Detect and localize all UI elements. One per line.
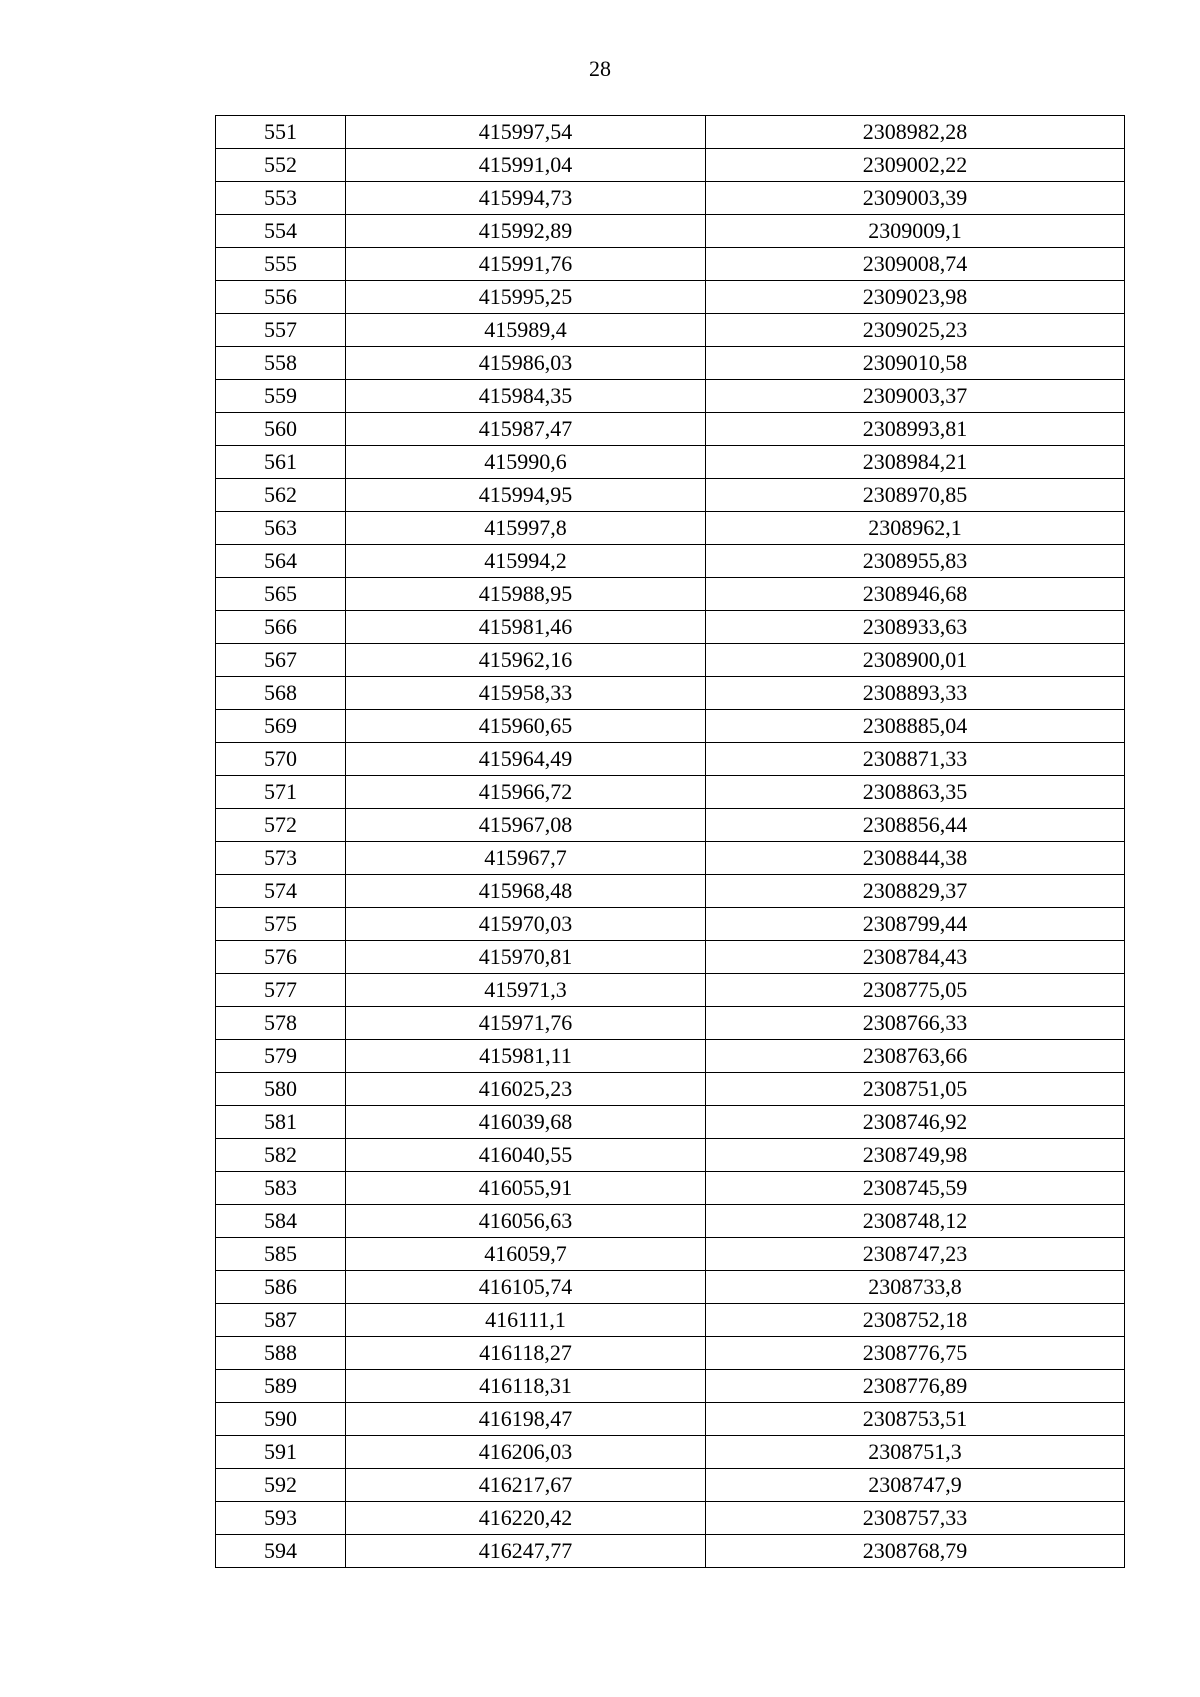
point-number-cell: 588 [216, 1337, 346, 1370]
x-coordinate-cell: 415967,7 [346, 842, 706, 875]
y-coordinate-cell: 2309003,37 [706, 380, 1125, 413]
point-number-cell: 561 [216, 446, 346, 479]
point-number-cell: 564 [216, 545, 346, 578]
x-coordinate-cell: 416217,67 [346, 1469, 706, 1502]
point-number-cell: 558 [216, 347, 346, 380]
x-coordinate-cell: 416118,27 [346, 1337, 706, 1370]
point-number-cell: 585 [216, 1238, 346, 1271]
point-number-cell: 567 [216, 644, 346, 677]
y-coordinate-cell: 2308871,33 [706, 743, 1125, 776]
x-coordinate-cell: 415970,81 [346, 941, 706, 974]
y-coordinate-cell: 2309009,1 [706, 215, 1125, 248]
y-coordinate-cell: 2308829,37 [706, 875, 1125, 908]
x-coordinate-cell: 416055,91 [346, 1172, 706, 1205]
table-row [216, 1436, 1125, 1469]
table-row [216, 479, 1125, 512]
x-coordinate-cell: 416206,03 [346, 1436, 706, 1469]
y-coordinate-cell: 2309010,58 [706, 347, 1125, 380]
y-coordinate-cell: 2308776,89 [706, 1370, 1125, 1403]
y-coordinate-cell: 2308745,59 [706, 1172, 1125, 1205]
x-coordinate-cell: 415968,48 [346, 875, 706, 908]
table-row [216, 611, 1125, 644]
point-number-cell: 584 [216, 1205, 346, 1238]
y-coordinate-cell: 2308893,33 [706, 677, 1125, 710]
point-number-cell: 560 [216, 413, 346, 446]
table-row [216, 908, 1125, 941]
table-row [216, 215, 1125, 248]
y-coordinate-cell: 2308751,3 [706, 1436, 1125, 1469]
x-coordinate-cell: 415988,95 [346, 578, 706, 611]
x-coordinate-cell: 415997,8 [346, 512, 706, 545]
x-coordinate-cell: 415962,16 [346, 644, 706, 677]
x-coordinate-cell: 416039,68 [346, 1106, 706, 1139]
point-number-cell: 594 [216, 1535, 346, 1568]
point-number-cell: 570 [216, 743, 346, 776]
x-coordinate-cell: 415964,49 [346, 743, 706, 776]
y-coordinate-cell: 2308746,92 [706, 1106, 1125, 1139]
x-coordinate-cell: 415990,6 [346, 446, 706, 479]
table-row [216, 809, 1125, 842]
y-coordinate-cell: 2308747,23 [706, 1238, 1125, 1271]
table-row [216, 1040, 1125, 1073]
y-coordinate-cell: 2308752,18 [706, 1304, 1125, 1337]
y-coordinate-cell: 2308766,33 [706, 1007, 1125, 1040]
x-coordinate-cell: 415994,95 [346, 479, 706, 512]
y-coordinate-cell: 2309008,74 [706, 248, 1125, 281]
x-coordinate-cell: 415971,3 [346, 974, 706, 1007]
x-coordinate-cell: 415994,2 [346, 545, 706, 578]
table-row [216, 1403, 1125, 1436]
table-row [216, 941, 1125, 974]
point-number-cell: 566 [216, 611, 346, 644]
y-coordinate-cell: 2308946,68 [706, 578, 1125, 611]
table-row [216, 1502, 1125, 1535]
point-number-cell: 571 [216, 776, 346, 809]
point-number-cell: 590 [216, 1403, 346, 1436]
table-row [216, 512, 1125, 545]
y-coordinate-cell: 2309003,39 [706, 182, 1125, 215]
x-coordinate-cell: 416040,55 [346, 1139, 706, 1172]
point-number-cell: 586 [216, 1271, 346, 1304]
y-coordinate-cell: 2308863,35 [706, 776, 1125, 809]
table-row [216, 1535, 1125, 1568]
point-number-cell: 556 [216, 281, 346, 314]
table-row [216, 1337, 1125, 1370]
page-number: 28 [589, 56, 611, 81]
point-number-cell: 552 [216, 149, 346, 182]
x-coordinate-cell: 416247,77 [346, 1535, 706, 1568]
table-row [216, 116, 1125, 149]
y-coordinate-cell: 2309025,23 [706, 314, 1125, 347]
y-coordinate-cell: 2308747,9 [706, 1469, 1125, 1502]
x-coordinate-cell: 416025,23 [346, 1073, 706, 1106]
x-coordinate-cell: 415994,73 [346, 182, 706, 215]
point-number-cell: 592 [216, 1469, 346, 1502]
y-coordinate-cell: 2308749,98 [706, 1139, 1125, 1172]
x-coordinate-cell: 415981,46 [346, 611, 706, 644]
x-coordinate-cell: 415958,33 [346, 677, 706, 710]
point-number-cell: 579 [216, 1040, 346, 1073]
y-coordinate-cell: 2309002,22 [706, 149, 1125, 182]
table-row [216, 974, 1125, 1007]
y-coordinate-cell: 2308799,44 [706, 908, 1125, 941]
x-coordinate-cell: 415997,54 [346, 116, 706, 149]
table-row [216, 1172, 1125, 1205]
y-coordinate-cell: 2308933,63 [706, 611, 1125, 644]
point-number-cell: 582 [216, 1139, 346, 1172]
table-row [216, 842, 1125, 875]
x-coordinate-cell: 416056,63 [346, 1205, 706, 1238]
point-number-cell: 568 [216, 677, 346, 710]
table-row [216, 1205, 1125, 1238]
y-coordinate-cell: 2308970,85 [706, 479, 1125, 512]
table-row [216, 1469, 1125, 1502]
point-number-cell: 559 [216, 380, 346, 413]
point-number-cell: 589 [216, 1370, 346, 1403]
y-coordinate-cell: 2308733,8 [706, 1271, 1125, 1304]
table-row [216, 677, 1125, 710]
y-coordinate-cell: 2308993,81 [706, 413, 1125, 446]
table-row [216, 149, 1125, 182]
table-row [216, 545, 1125, 578]
point-number-cell: 569 [216, 710, 346, 743]
x-coordinate-cell: 415966,72 [346, 776, 706, 809]
y-coordinate-cell: 2308775,05 [706, 974, 1125, 1007]
y-coordinate-cell: 2308982,28 [706, 116, 1125, 149]
table-row [216, 710, 1125, 743]
table-row [216, 347, 1125, 380]
table-row [216, 248, 1125, 281]
point-number-cell: 555 [216, 248, 346, 281]
y-coordinate-cell: 2308768,79 [706, 1535, 1125, 1568]
x-coordinate-cell: 415967,08 [346, 809, 706, 842]
coordinates-table-body [216, 116, 1125, 1568]
x-coordinate-cell: 415981,11 [346, 1040, 706, 1073]
x-coordinate-cell: 415971,76 [346, 1007, 706, 1040]
point-number-cell: 574 [216, 875, 346, 908]
point-number-cell: 573 [216, 842, 346, 875]
x-coordinate-cell: 415987,47 [346, 413, 706, 446]
x-coordinate-cell: 415995,25 [346, 281, 706, 314]
x-coordinate-cell: 415986,03 [346, 347, 706, 380]
point-number-cell: 565 [216, 578, 346, 611]
table-row [216, 446, 1125, 479]
point-number-cell: 575 [216, 908, 346, 941]
table-row [216, 413, 1125, 446]
y-coordinate-cell: 2308784,43 [706, 941, 1125, 974]
point-number-cell: 551 [216, 116, 346, 149]
point-number-cell: 557 [216, 314, 346, 347]
table-row [216, 578, 1125, 611]
y-coordinate-cell: 2308955,83 [706, 545, 1125, 578]
table-row [216, 1007, 1125, 1040]
point-number-cell: 587 [216, 1304, 346, 1337]
table-row [216, 743, 1125, 776]
table-row [216, 281, 1125, 314]
x-coordinate-cell: 416220,42 [346, 1502, 706, 1535]
point-number-cell: 562 [216, 479, 346, 512]
x-coordinate-cell: 415984,35 [346, 380, 706, 413]
table-row [216, 644, 1125, 677]
y-coordinate-cell: 2308984,21 [706, 446, 1125, 479]
y-coordinate-cell: 2308751,05 [706, 1073, 1125, 1106]
y-coordinate-cell: 2308776,75 [706, 1337, 1125, 1370]
y-coordinate-cell: 2308844,38 [706, 842, 1125, 875]
table-row [216, 1106, 1125, 1139]
point-number-cell: 593 [216, 1502, 346, 1535]
point-number-cell: 581 [216, 1106, 346, 1139]
x-coordinate-cell: 415992,89 [346, 215, 706, 248]
point-number-cell: 553 [216, 182, 346, 215]
point-number-cell: 563 [216, 512, 346, 545]
y-coordinate-cell: 2308748,12 [706, 1205, 1125, 1238]
x-coordinate-cell: 416198,47 [346, 1403, 706, 1436]
coordinates-table [215, 115, 1125, 1568]
table-row [216, 1139, 1125, 1172]
x-coordinate-cell: 415960,65 [346, 710, 706, 743]
x-coordinate-cell: 415970,03 [346, 908, 706, 941]
x-coordinate-cell: 415989,4 [346, 314, 706, 347]
x-coordinate-cell: 416118,31 [346, 1370, 706, 1403]
table-row [216, 875, 1125, 908]
x-coordinate-cell: 416059,7 [346, 1238, 706, 1271]
y-coordinate-cell: 2308763,66 [706, 1040, 1125, 1073]
point-number-cell: 591 [216, 1436, 346, 1469]
table-row [216, 1271, 1125, 1304]
table-row [216, 1304, 1125, 1337]
point-number-cell: 580 [216, 1073, 346, 1106]
table-row [216, 776, 1125, 809]
x-coordinate-cell: 416105,74 [346, 1271, 706, 1304]
point-number-cell: 583 [216, 1172, 346, 1205]
point-number-cell: 572 [216, 809, 346, 842]
table-row [216, 314, 1125, 347]
point-number-cell: 578 [216, 1007, 346, 1040]
y-coordinate-cell: 2308753,51 [706, 1403, 1125, 1436]
x-coordinate-cell: 415991,04 [346, 149, 706, 182]
x-coordinate-cell: 416111,1 [346, 1304, 706, 1337]
x-coordinate-cell: 415991,76 [346, 248, 706, 281]
y-coordinate-cell: 2308856,44 [706, 809, 1125, 842]
y-coordinate-cell: 2308900,01 [706, 644, 1125, 677]
y-coordinate-cell: 2309023,98 [706, 281, 1125, 314]
point-number-cell: 576 [216, 941, 346, 974]
table-row [216, 182, 1125, 215]
y-coordinate-cell: 2308757,33 [706, 1502, 1125, 1535]
table-row [216, 1073, 1125, 1106]
point-number-cell: 577 [216, 974, 346, 1007]
table-row [216, 1238, 1125, 1271]
table-row [216, 1370, 1125, 1403]
y-coordinate-cell: 2308885,04 [706, 710, 1125, 743]
table-row [216, 380, 1125, 413]
y-coordinate-cell: 2308962,1 [706, 512, 1125, 545]
point-number-cell: 554 [216, 215, 346, 248]
